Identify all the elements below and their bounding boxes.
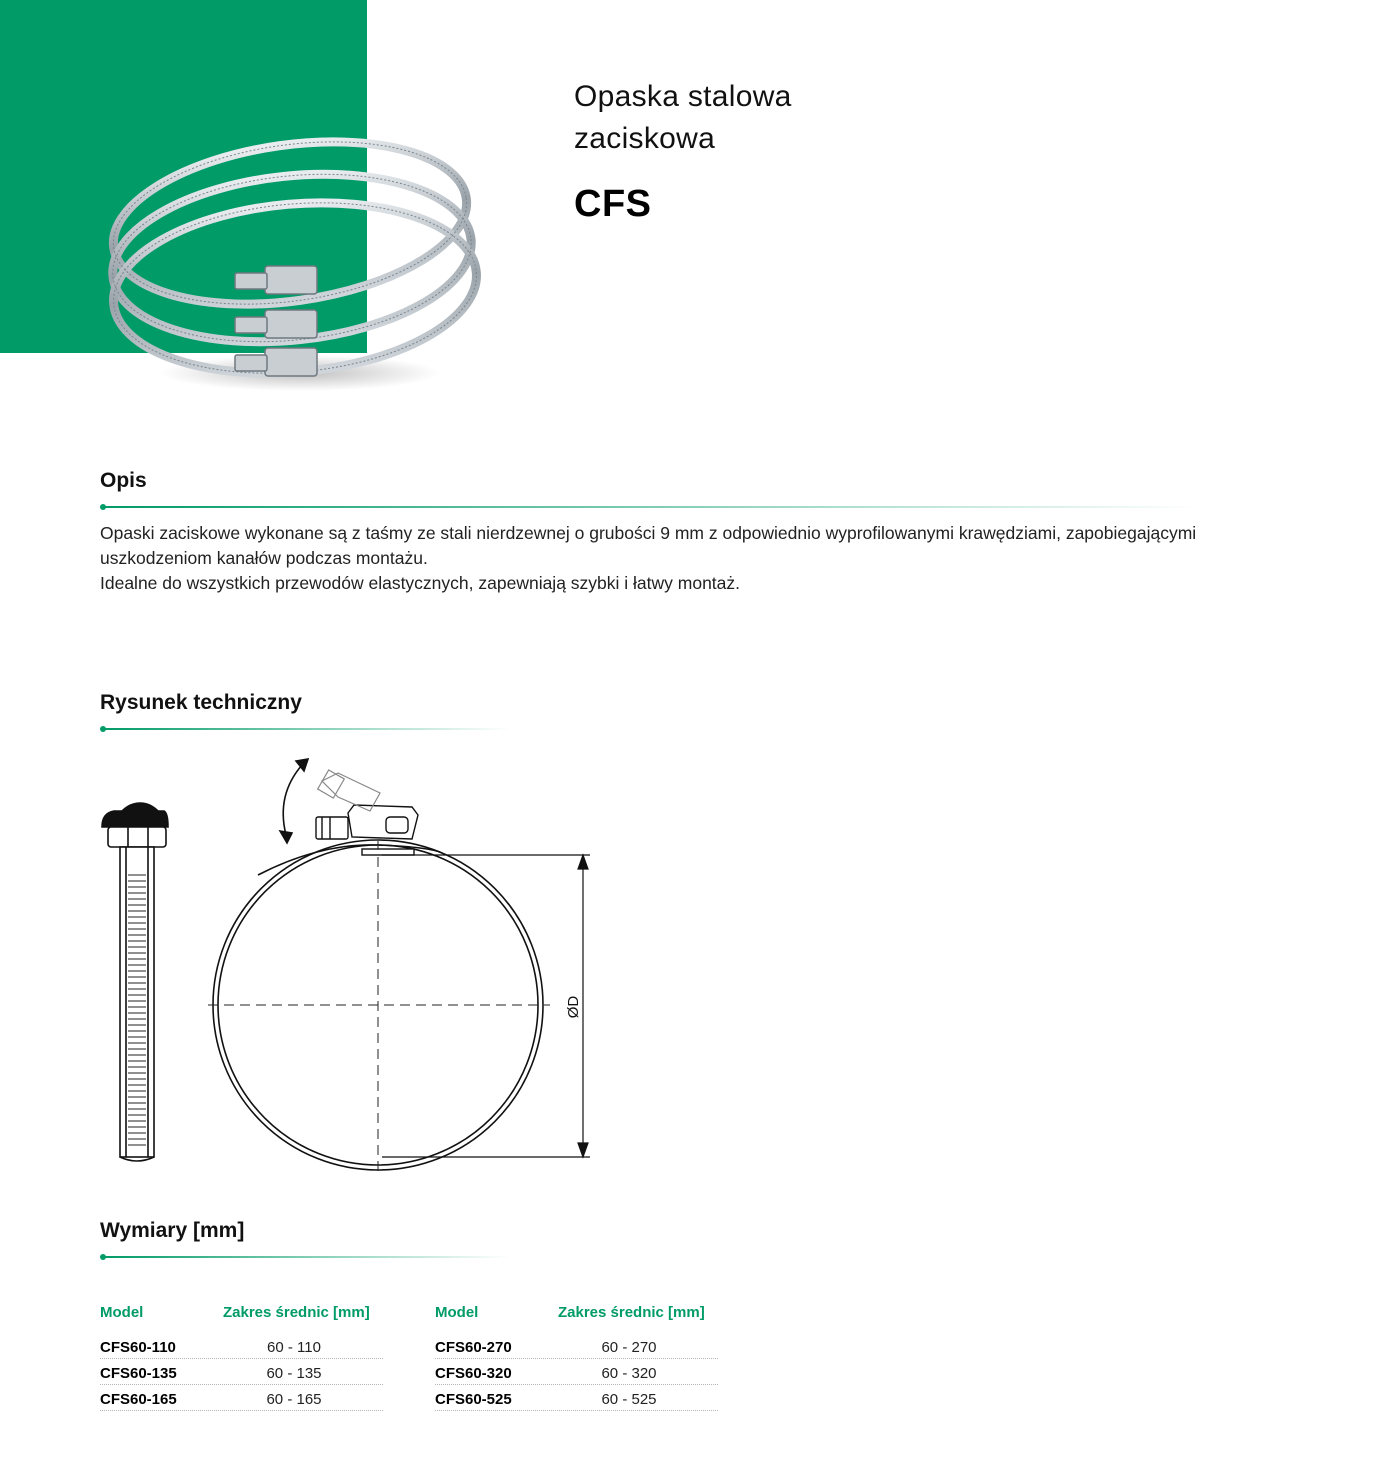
model-cell: CFS60-110 — [100, 1339, 176, 1356]
description-text — [100, 521, 1280, 596]
model-cell: CFS60-525 — [435, 1391, 512, 1408]
table-header — [100, 1304, 383, 1326]
rotation-arrow — [280, 759, 308, 843]
range-cell: 60 - 320 — [601, 1365, 657, 1382]
description-heading: Opis — [100, 469, 147, 492]
dimensions-heading: Wymiary [mm] — [100, 1219, 245, 1242]
range-cell: 60 - 270 — [601, 1339, 657, 1356]
drawing-divider — [100, 726, 510, 732]
range-cell: 60 - 525 — [601, 1391, 657, 1408]
table-row — [100, 1334, 383, 1359]
range-cell: 60 - 165 — [266, 1391, 322, 1408]
description-divider — [100, 504, 1200, 510]
table-row — [100, 1386, 383, 1411]
diameter-label: ØD — [565, 995, 582, 1019]
screw-housing-ghost — [318, 770, 380, 811]
model-cell: CFS60-135 — [100, 1365, 177, 1382]
col-range-header: Zakres średnic [mm] — [558, 1304, 705, 1321]
product-model-code: CFS — [574, 183, 652, 225]
diameter-dimension — [382, 855, 590, 1157]
table-header — [435, 1304, 718, 1326]
model-cell: CFS60-165 — [100, 1391, 177, 1408]
center-lines — [208, 825, 550, 1177]
dimensions-table-right — [435, 1304, 718, 1411]
model-cell: CFS60-320 — [435, 1365, 512, 1382]
col-model-header: Model — [435, 1304, 479, 1321]
description-paragraph-2: Idealne do wszystkich przewodów elastycznych, zapewniają szybki i łatwy montaż. — [100, 573, 741, 593]
technical-drawing — [90, 755, 620, 1185]
table-row — [435, 1386, 718, 1411]
product-title-line1: Opaska stalowa — [574, 80, 792, 113]
product-photo — [100, 118, 490, 398]
product-title-line2: zaciskowa — [574, 122, 716, 155]
table-row — [100, 1360, 383, 1385]
table-row — [435, 1360, 718, 1385]
drawing-heading: Rysunek techniczny — [100, 691, 302, 714]
col-range-header: Zakres średnic [mm] — [223, 1304, 370, 1321]
model-cell: CFS60-270 — [435, 1339, 512, 1356]
table-row — [435, 1334, 718, 1359]
band-side-view — [102, 803, 168, 1161]
dimensions-divider — [100, 1254, 510, 1260]
description-paragraph-1: Opaski zaciskowe wykonane są z taśmy ze stali nierdzewnej o grubości 9 mm z odpowiednio wyprofilowanymi krawędziami, zapobiegającymi uszkodzeniom kanałów podczas montażu. — [100, 523, 1197, 568]
dimensions-table-left — [100, 1304, 383, 1411]
col-model-header: Model — [100, 1304, 144, 1321]
range-cell: 60 - 135 — [266, 1365, 322, 1382]
range-cell: 60 - 110 — [267, 1339, 321, 1356]
